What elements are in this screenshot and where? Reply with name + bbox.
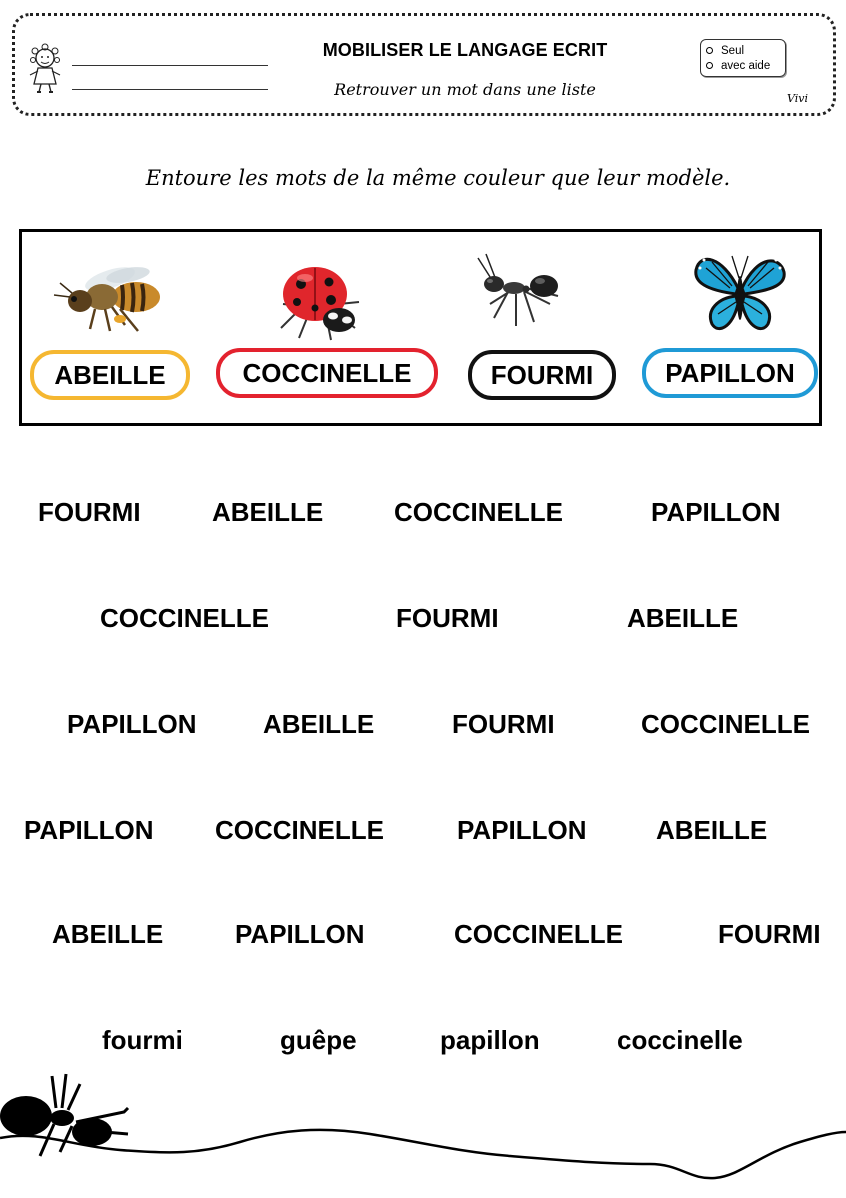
word-item[interactable]: PAPILLON — [67, 709, 197, 739]
bee-icon — [50, 257, 168, 337]
instruction: Entoure les mots de la même couleur que leur modèle. — [145, 166, 731, 190]
word-item[interactable]: ABEILLE — [212, 497, 324, 527]
word-item[interactable]: PAPILLON — [457, 815, 587, 845]
word-item[interactable]: COCCINELLE — [454, 919, 623, 949]
word-item[interactable]: papillon — [440, 1025, 540, 1055]
word-item[interactable]: PAPILLON — [651, 497, 781, 527]
page-subtitle: Retrouver un mot dans une liste — [334, 80, 596, 99]
date-line — [72, 89, 268, 90]
word-item[interactable]: FOURMI — [452, 709, 555, 739]
model-word-papillon: PAPILLON — [642, 348, 818, 398]
word-item[interactable]: guêpe — [280, 1025, 357, 1055]
doll-icon — [25, 42, 65, 94]
word-item[interactable]: fourmi — [102, 1025, 183, 1055]
word-item[interactable]: FOURMI — [38, 497, 141, 527]
word-item[interactable]: FOURMI — [396, 603, 499, 633]
butterfly-icon — [692, 248, 788, 338]
page-title: MOBILISER LE LANGAGE ECRIT — [322, 40, 608, 60]
word-item[interactable]: COCCINELLE — [641, 709, 810, 739]
header-box — [12, 13, 836, 116]
radio-icon — [706, 62, 713, 69]
word-item[interactable]: ABEILLE — [656, 815, 768, 845]
option-with-help[interactable]: avec aide — [706, 59, 785, 74]
word-item[interactable]: ABEILLE — [627, 603, 739, 633]
word-item[interactable]: COCCINELLE — [215, 815, 384, 845]
signature: Vivi — [787, 92, 809, 105]
autonomy-options — [700, 39, 786, 77]
word-item[interactable]: PAPILLON — [235, 919, 365, 949]
ant-silhouette-icon — [0, 1074, 128, 1156]
word-item[interactable]: ABEILLE — [52, 919, 164, 949]
word-item[interactable]: PAPILLON — [24, 815, 154, 845]
word-item[interactable]: FOURMI — [718, 919, 821, 949]
ladybug-icon — [267, 260, 367, 344]
ant-icon — [472, 244, 572, 334]
model-word-abeille: ABEILLE — [30, 350, 190, 400]
option-alone[interactable]: Seul — [706, 44, 785, 59]
name-line — [72, 65, 268, 66]
model-box — [19, 229, 822, 426]
word-item[interactable]: COCCINELLE — [100, 603, 269, 633]
word-item[interactable]: ABEILLE — [263, 709, 375, 739]
radio-icon — [706, 47, 713, 54]
word-item[interactable]: COCCINELLE — [394, 497, 563, 527]
model-word-coccinelle: COCCINELLE — [216, 348, 438, 398]
word-item[interactable]: coccinelle — [617, 1025, 743, 1055]
ground-decoration — [0, 1060, 846, 1198]
model-word-fourmi: FOURMI — [468, 350, 616, 400]
